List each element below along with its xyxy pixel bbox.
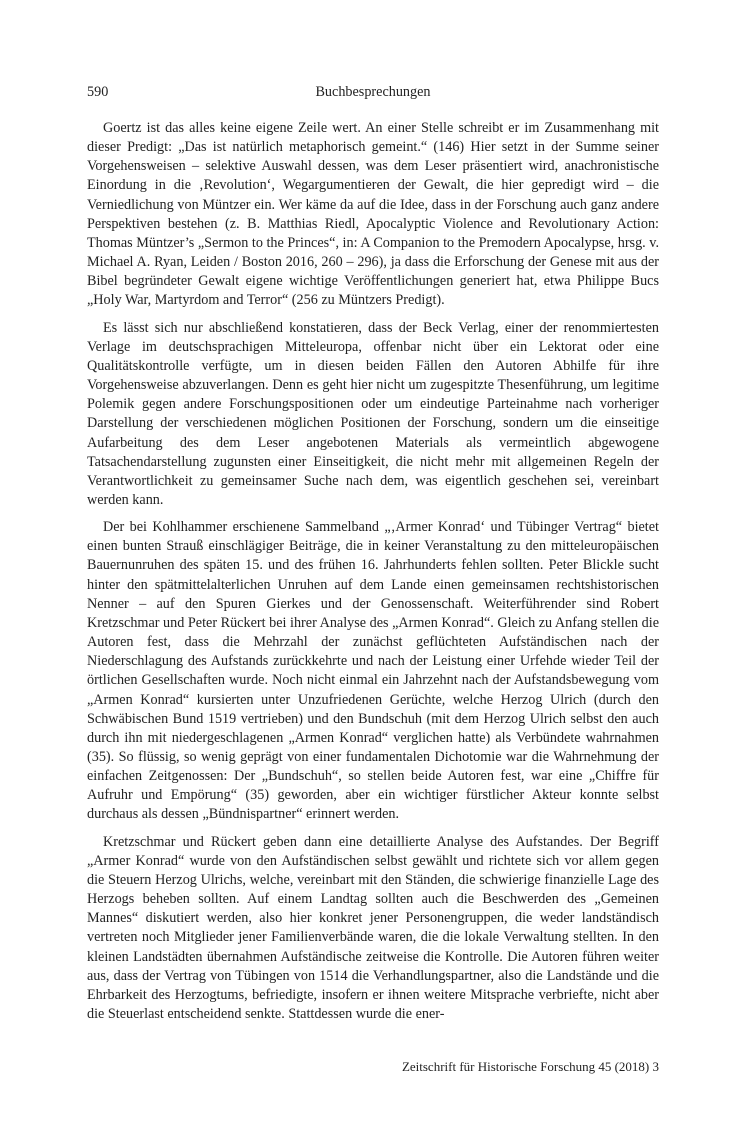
paragraph-4: Kretzschmar und Rückert geben dann eine detaillierte Analyse des Aufstandes. Der Begriff „Armer Konrad“ wurde von den Aufständischen selbst gewählt und richtete sich vor allem gegen die Steuern Herzog Ulrichs, welche, vereinbart mit den Ständen, die schwierige finanzielle Lage des Herzogs beheben sollten. Auf einem Landtag sollten auch die Beschwerden des „Gemeinen Mannes“ diskutiert werden, also hier konkret jener Personengruppen, die weder landständisch vertreten noch Mitglieder jener Familienverbände waren, die die lokale Verwaltung stellten. In den kleinen Landstädten übernahmen Aufständische zeitweise die Kontrolle. Die Autoren führen weiter aus, dass der Vertrag von Tübingen von 1514 die Verhandlungspartner, also die Landstände und die Ehrbarkeit des Herzogtums, befriedigte, insofern er ihnen weitere Mitsprache verbriefte, nicht aber die Steuerlast entscheidend senkte. Stattdessen wurde die ener- — [87, 833, 659, 1023]
page-number: 590 — [87, 84, 109, 100]
paragraph-3: Der bei Kohlhammer erschienene Sammelband „‚Armer Konrad‘ und Tübinger Vertrag“ bietet einen bunten Strauß einschlägiger Beiträge, die in keiner Veranstaltung zu den mitteleuropäischen Bauernunruhen des späten 15. und des frühen 16. Jahrhunderts fehlen sollten. Peter Blickle sucht hinter den spätmittelalterlichen Unruhen auf dem Lande einen gemeinsamen rechtshistorischen Nenner – auf den Spuren Gierkes und der Genossenschaft. Weiterführender sind Robert Kretzschmar und Peter Rückert bei ihrer Analyse des „Armen Konrad“. Gleich zu Anfang stellen die Autoren fest, dass die Mehrzahl der zunächst geflüchteten Aufständischen nach der Niederschlagung des Aufstands zurückkehrte und nach der Leistung einer Urfehde wieder Teil der örtlichen Gesellschaften wurde. Noch nicht einmal ein Jahrzehnt nach der Aufstandsbewegung vom „Armen Konrad“ kursierten unter Unzufriedenen Gerüchte, welche Herzog Ulrich (durch den Schwäbischen Bund 1519 vertrieben) und den Bundschuh (mit dem Herzog Ulrich selbst den auch durch ihn mit niedergeschlagenen „Armen Konrad“ verglichen hatte) als Verbündete wahrnahmen (35). So flüssig, so wenig geprägt von einer fundamentalen Dichotomie war die Wahrnehmung der einfachen Zeitgenossen: Der „Bundschuh“, so stellen beide Autoren fest, war eine „Chiffre für Aufruhr und Empörung“ (35) geworden, aber ein wichtiger fürstlicher Akteur konnte selbst durchaus als dessen „Bündnispartner“ erinnert werden. — [87, 519, 659, 823]
journal-footer: Zeitschrift für Historische Forschung 45 (2018) 3 — [401, 1059, 659, 1074]
body-text — [87, 119, 659, 1024]
section-title: Buchbesprechungen — [315, 84, 431, 100]
document-page — [87, 82, 659, 1032]
paragraph-1: Goertz ist das alles keine eigene Zeile wert. An einer Stelle schreibt er im Zusammenhang mit dieser Predigt: „Das ist natürlich metaphorisch gemeint.“ (146) Hier setzt in der Summe seiner Vorgehensweisen – selektive Auswahl dessen, was dem Leser präsentiert wird, anachronistische Einordung in die ‚Revolution‘, Wegargumentieren der Gewalt, die hier gepredigt wird – die Verniedlichung von Müntzer ein. Wer käme da auf die Idee, dass in der Forschung auch ganz andere Perspektiven bestehen (z. B. Matthias Riedl, Apocalyptic Violence and Revolutionary Action: Thomas Müntzer’s „Sermon to the Princes“, in: A Companion to the Premodern Apocalypse, hrsg. v. Michael A. Ryan, Leiden / Boston 2016, 260 – 296), ja dass die Erforschung der Genese mit aus der Bibel begründeter Gewalt eigene wichtige Veröffentlichungen generiert hat, etwa Philippe Bucs „Holy War, Martyrdom and Terror“ (256 zu Müntzers Predigt). — [87, 120, 659, 309]
running-head — [87, 82, 659, 102]
paragraph-2: Es lässt sich nur abschließend konstatieren, dass der Beck Verlag, einer der renommiertesten Verlage im deutschsprachigen Mitteleuropa, offenbar nicht über ein Lektorat oder eine Qualitätskontrolle verfügte, um in diesen beiden Fällen den Autoren Abhilfe für ihre Vorgehensweise abzuverlangen. Denn es geht hier nicht um zugespitzte Thesenführung, um legitime Polemik gegen andere Forschungspositionen oder um eindeutige Parteinahme nach vorheriger Darstellung der verschiedenen möglichen Positionen der Forschung, sondern um die einseitige Aufarbeitung des dem Leser angebotenen Materials als vermeintlich abgewogene Tatsachendarstellung zugunsten einer Einseitigkeit, die nicht mehr mit allgemeinen Regeln der Verantwortlichkeit zu gemeinsamer Suche nach dem, was eigentlich geschehen sei, vereinbart werden kann. — [87, 319, 659, 508]
